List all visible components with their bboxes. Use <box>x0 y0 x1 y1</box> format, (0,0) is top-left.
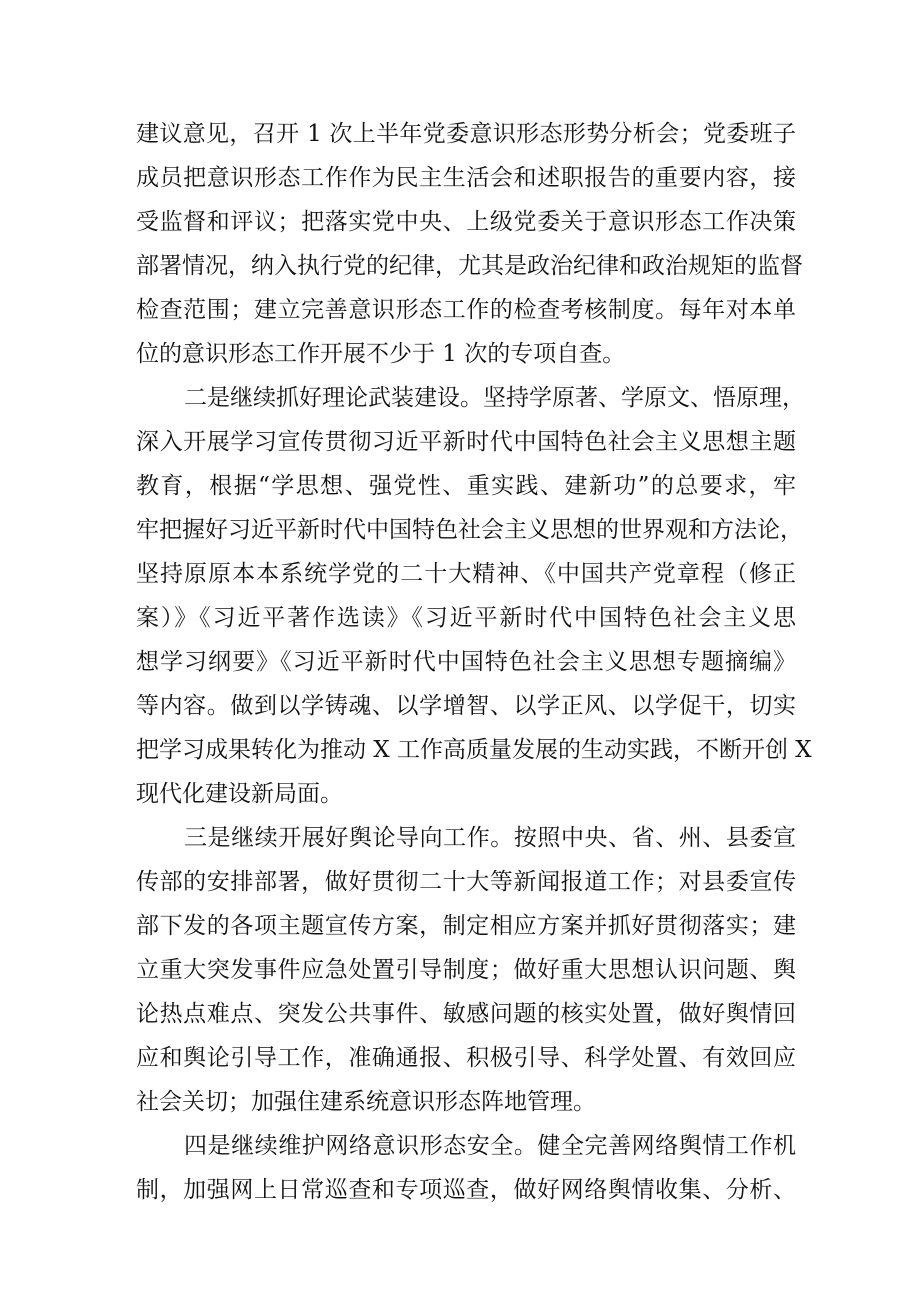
text-line: 成员把意识形态工作作为民主生活会和述职报告的重要内容，接 <box>136 165 796 191</box>
text-line: 四是继续维护网络意识形态安全。健全完善网络舆情工作机 <box>184 1133 796 1159</box>
document-body <box>136 112 812 1212</box>
text-line: 受监督和评议；把落实党中央、上级党委关于意识形态工作决策 <box>136 209 796 235</box>
text-line: 现代化建设新局面。 <box>136 781 343 807</box>
text-line: 案）》《习近平著作选读》《习近平新时代中国特色社会主义思 <box>136 605 796 631</box>
text-line: 部下发的各项主题宣传方案，制定相应方案并抓好贯彻落实；建 <box>136 913 796 939</box>
paragraph-1 <box>136 112 803 376</box>
text-line: 深入开展学习宣传贯彻习近平新时代中国特色社会主义思想主题 <box>136 429 796 455</box>
text-line: 想学习纲要》《习近平新时代中国特色社会主义思想专题摘编》 <box>136 649 796 675</box>
paragraph-4 <box>136 1124 796 1212</box>
text-line: 立重大突发事件应急处置引导制度；做好重大思想认识问题、舆 <box>136 957 796 983</box>
text-line: 坚持原原本本系统学党的二十大精神、《中国共产党章程（修正 <box>136 561 796 587</box>
text-line: 社会关切；加强住建系统意识形态阵地管理。 <box>136 1089 596 1115</box>
text-line: 等内容。做到以学铸魂、以学增智、以学正风、以学促干，切实 <box>136 693 796 719</box>
text-line: 建议意见，召开 1 次上半年党委意识形态形势分析会；党委班子 <box>136 121 796 147</box>
text-line: 把学习成果转化为推动 X 工作高质量发展的生动实践，不断开创 X <box>136 737 812 763</box>
text-line: 制，加强网上日常巡查和专项巡查，做好网络舆情收集、分析、 <box>136 1177 796 1203</box>
text-line: 教育，根据“学思想、强党性、重实践、建新功”的总要求，牢 <box>136 473 796 499</box>
text-line: 传部的安排部署，做好贯彻二十大等新闻报道工作；对县委宣传 <box>136 869 796 895</box>
paragraph-3 <box>136 816 796 1124</box>
paragraph-2 <box>136 376 812 816</box>
text-line: 部署情况，纳入执行党的纪律，尤其是政治纪律和政治规矩的监督 <box>136 253 803 279</box>
text-line: 位的意识形态工作开展不少于 1 次的专项自查。 <box>136 341 626 367</box>
text-line: 论热点难点、突发公共事件、敏感问题的核实处置，做好舆情回 <box>136 1001 796 1027</box>
text-line: 牢把握好习近平新时代中国特色社会主义思想的世界观和方法论， <box>136 517 803 543</box>
text-line: 二是继续抓好理论武装建设。坚持学原著、学原文、悟原理， <box>184 385 805 411</box>
text-line: 三是继续开展好舆论导向工作。按照中央、省、州、县委宣 <box>184 825 796 851</box>
text-line: 应和舆论引导工作，准确通报、积极引导、科学处置、有效回应 <box>136 1045 796 1071</box>
text-line: 检查范围；建立完善意识形态工作的检查考核制度。每年对本单 <box>136 297 796 323</box>
